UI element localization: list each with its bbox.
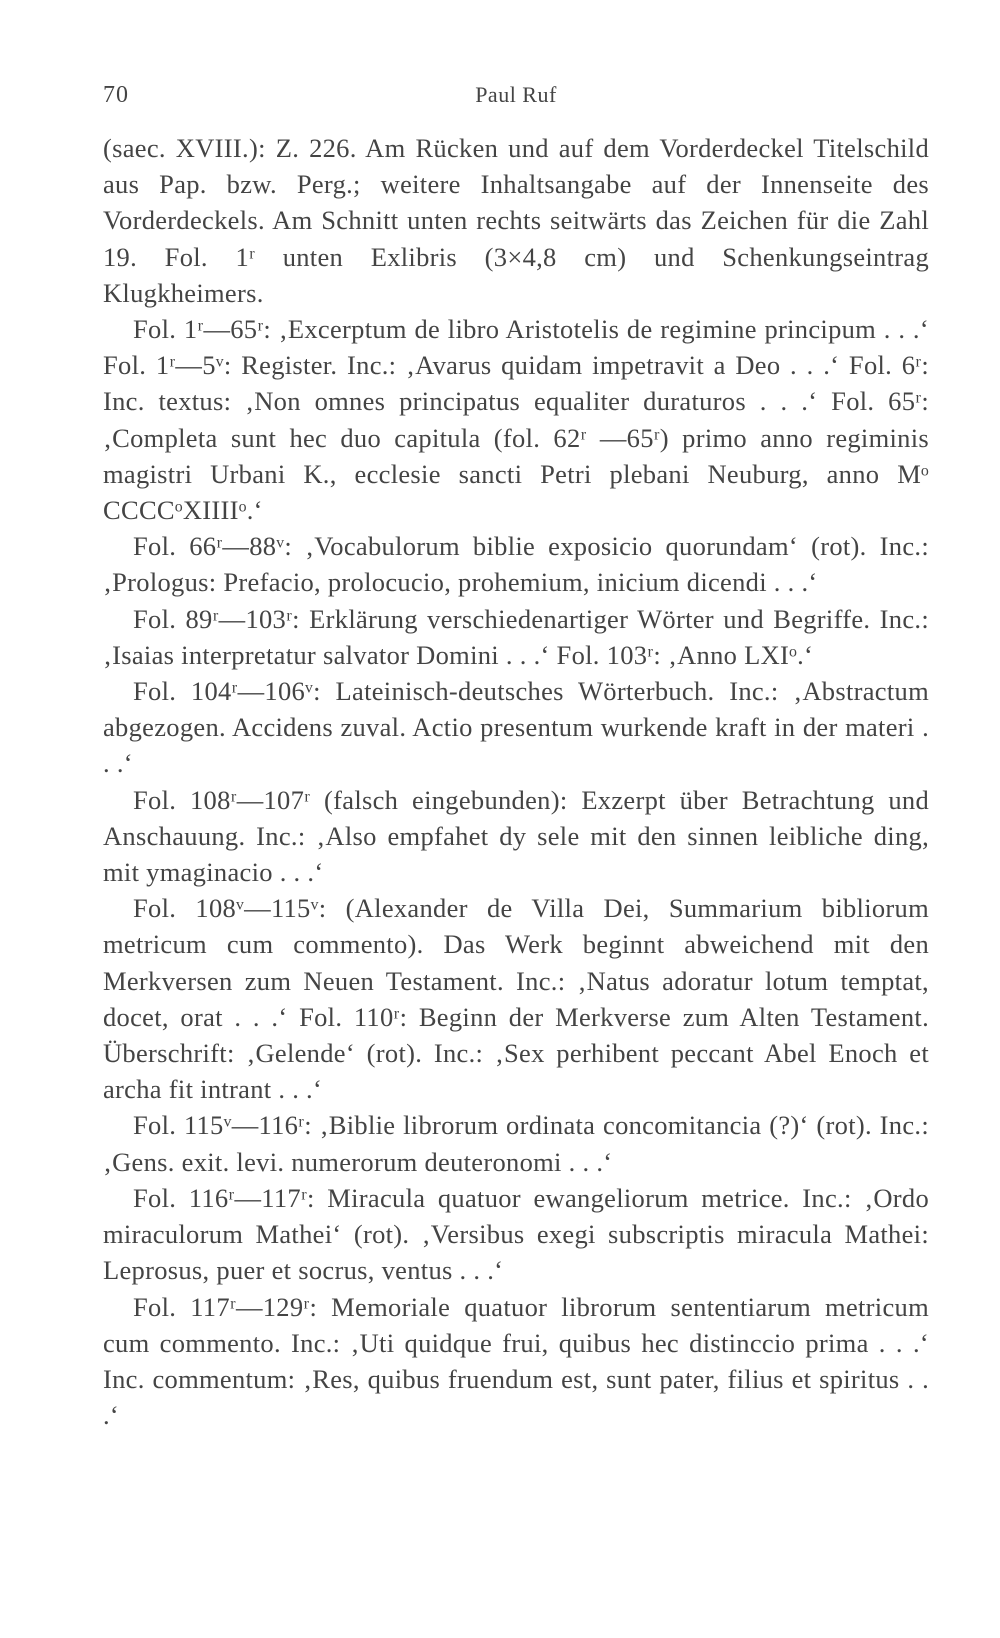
paragraph: Fol. 108ʳ—107ʳ (falsch eingebunden): Exzerpt über Betrachtung und Anschauung. Inc.: ‚Also empfahet dy sele mit den sinnen leibliche ding, mit ymaginacio . . .‘ — [103, 784, 929, 888]
paragraph: Fol. 117ʳ—129ʳ: Memoriale quatuor librorum sententiarum metricum cum commento. Inc.: ‚Uti quidque frui, quibus hec distinccio prima . . .‘ Inc. commentum: ‚Res, quibus fruendum est, sunt pater, filius et spiritus . . .‘ — [103, 1291, 929, 1431]
paragraph: (saec. XVIII.): Z. 226. Am Rücken und auf dem Vorderdeckel Titelschild aus Pap. bzw. Perg.; weitere Inhaltsangabe auf der Innenseite des Vorderdeckels. Am Schnitt unten rechts seitwärts das Zeichen für die Zahl 19. Fol. 1ʳ unten Exlibris (3×4,8 cm) und Schenkungseintrag Klugkheimers. — [103, 133, 929, 308]
paragraph: Fol. 1ʳ—65ʳ: ‚Excerptum de libro Aristotelis de regimine principum . . .‘ Fol. 1ʳ—5ᵛ: Register. Inc.: ‚Avarus quidam impetravit a Deo . . .‘ Fol. 6ʳ: Inc. textus: ‚Non omnes principatus equaliter duraturos . . .‘ Fol. 65ʳ: ‚Completa sunt hec duo capitula (fol. 62ʳ —65ʳ) primo anno regiminis magistri Urbani K., ecclesie sancti Petri plebani Neuburg, anno Mᵒ CCCCᵒXIIIIᵒ.‘ — [103, 314, 929, 526]
running-head: Paul Ruf — [475, 82, 557, 107]
paragraph: Fol. 66ʳ—88ᵛ: ‚Vocabulorum biblie exposicio quorundam‘ (rot). Inc.: ‚Prologus: Prefacio, prolocucio, prohemium, inicium dicendi . . .‘ — [103, 531, 929, 598]
paragraph: Fol. 108ᵛ—115ᵛ: (Alexander de Villa Dei, Summarium bibliorum metricum cum commento). Das Werk beginnt abweichend mit den Merkversen zum Neuen Testament. Inc.: ‚Natus adoratur lotum temptat, docet, orat . . .‘ Fol. 110ʳ: Beginn der Merkverse zum Alten Testament. Überschrift: ‚Gelende‘ (rot). Inc.: ‚Sex perhibent peccant Abel Enoch et archa fit intrant . . .‘ — [103, 893, 929, 1105]
body-text — [103, 130, 929, 1433]
page-header — [103, 80, 929, 110]
paragraph: Fol. 89ʳ—103ʳ: Erklärung verschiedenartiger Wörter und Begriffe. Inc.: ‚Isaias interpretatur salvator Domini . . .‘ Fol. 103ʳ: ‚Anno LXIᵒ.‘ — [103, 603, 929, 670]
paragraph: Fol. 116ʳ—117ʳ: Miracula quatuor ewangeliorum metrice. Inc.: ‚Ordo miraculorum Mathei‘ (rot). ‚Versibus exegi subscriptis miracula Mathei: Leprosus, puer et socrus, ventus . . .‘ — [103, 1182, 929, 1286]
paragraph: Fol. 104ʳ—106ᵛ: Lateinisch-deutsches Wörterbuch. Inc.: ‚Abstractum abgezogen. Accidens zuval. Actio presentum wurkende kraft in der materi . . .‘ — [103, 676, 929, 779]
page-number: 70 — [103, 82, 129, 108]
paragraph: Fol. 115ᵛ—116ʳ: ‚Biblie librorum ordinata concomitancia (?)‘ (rot). Inc.: ‚Gens. exit. levi. numerorum deuteronomi . . .‘ — [103, 1110, 929, 1177]
